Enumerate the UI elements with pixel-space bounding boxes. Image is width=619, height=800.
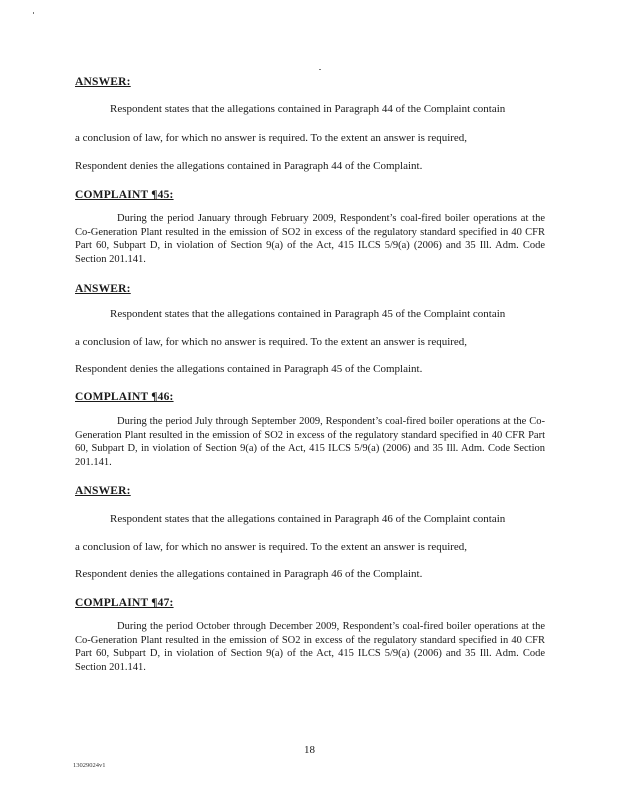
complaint-47-text: During the period October through December 2009, Respondent’s coal-fired boiler operations at the Co-Generation Plant resulted in the emission of SO2 in excess of the regulatory standard specified in 40 CFR Part 60, Subpart D, in violation of Section 9(a) of the Act, 415 ILCS 5/9(a) (2006) and 35 Ill. Adm. Code Section 201.141. [75, 621, 545, 673]
scan-mark [33, 12, 34, 14]
answer-45-line-1: Respondent states that the allegations contained in Paragraph 45 of the Complaint contain [110, 308, 506, 320]
answer-heading-45: ANSWER: [75, 283, 131, 295]
answer-46-line-1: Respondent states that the allegations contained in Paragraph 46 of the Complaint contain [110, 513, 506, 525]
answer-45-line-2: a conclusion of law, for which no answer is required. To the extent an answer is required, [75, 336, 468, 348]
complaint-45-text: During the period January through February 2009, Respondent’s coal-fired boiler operations at the Co-Generation Plant resulted in the emission of SO2 in excess of the regulatory standard specified in 40 CFR Part 60, Subpart D, in violation of Section 9(a) of the Act, 415 ILCS 5/9(a) (2006) and 35 Ill. Adm. Code Section 201.141. [75, 213, 545, 265]
answer-44-line-3: Respondent denies the allegations contained in Paragraph 44 of the Complaint. [75, 160, 423, 172]
page-number: 18 [304, 744, 315, 756]
complaint-heading-45: COMPLAINT ¶45: [75, 189, 174, 201]
complaint-heading-46: COMPLAINT ¶46: [75, 391, 174, 403]
answer-44-line-1: Respondent states that the allegations contained in Paragraph 44 of the Complaint contain [110, 103, 506, 115]
complaint-paragraph-46 [75, 415, 545, 469]
scan-mark [319, 69, 321, 70]
answer-46-line-2: a conclusion of law, for which no answer is required. To the extent an answer is required, [75, 541, 468, 553]
answer-45-line-3: Respondent denies the allegations contained in Paragraph 45 of the Complaint. [75, 363, 423, 375]
answer-heading-46: ANSWER: [75, 485, 131, 497]
answer-heading-44: ANSWER: [75, 76, 131, 88]
answer-44-line-2: a conclusion of law, for which no answer is required. To the extent an answer is required, [75, 132, 468, 144]
complaint-paragraph-45 [75, 212, 545, 266]
document-id: 13029024v1 [73, 762, 106, 769]
complaint-heading-47: COMPLAINT ¶47: [75, 597, 174, 609]
answer-46-line-3: Respondent denies the allegations contained in Paragraph 46 of the Complaint. [75, 568, 423, 580]
complaint-paragraph-47 [75, 620, 545, 674]
complaint-46-text: During the period July through September 2009, Respondent’s coal-fired boiler operations at the Co-Generation Plant resulted in the emission of SO2 in excess of the regulatory standard specified in 40 CFR Part 60, Subpart D, in violation of Section 9(a) of the Act, 415 ILCS 5/9(a) (2006) and 35 Ill. Adm. Code Section 201.141. [75, 416, 545, 468]
